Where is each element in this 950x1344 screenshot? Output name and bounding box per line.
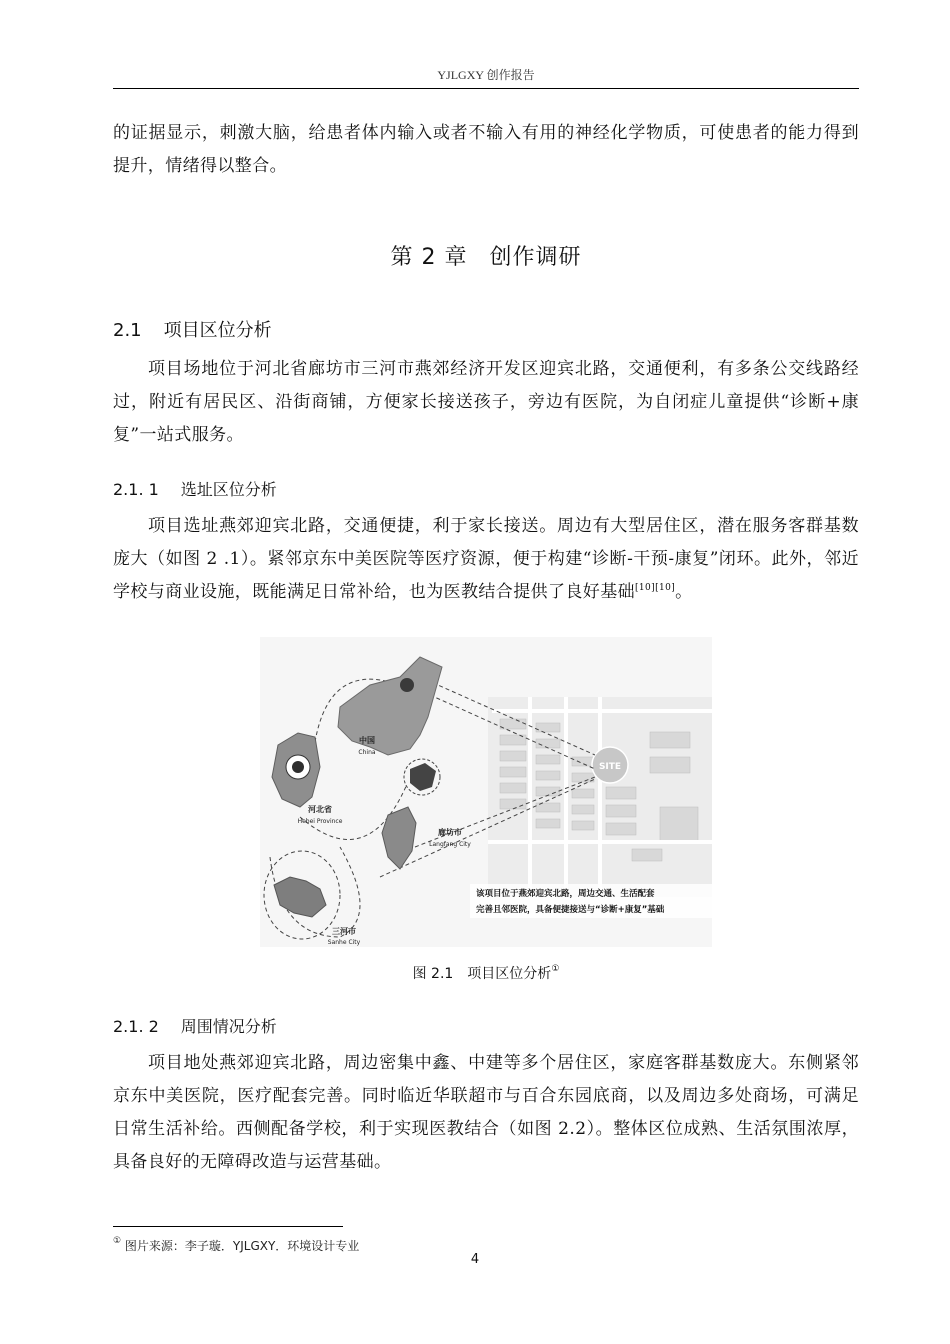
hebei-label-cn: 河北省 — [308, 805, 332, 814]
chapter-heading — [113, 240, 859, 271]
figure-caption-mark: ① — [551, 964, 560, 974]
figure-note-line2: 完善且邻医院，具备便捷接送与“诊断+康复”基础 — [476, 905, 665, 915]
section-2-1-paragraph: 项目场地位于河北省廊坊市三河市燕郊经济开发区迎宾北路，交通便利，有多条公交线路经过，附近有居民区、沿街商铺，方便家长接送孩子，旁边有医院，为自闭症儿童提供“诊断+康复”一站式服务。 — [113, 359, 859, 445]
china-label-en: China — [358, 749, 376, 756]
section-2-1-1-paragraph — [113, 510, 859, 609]
subsection-number: 2.1. 2 — [113, 1017, 159, 1036]
langfang-label-cn: 廊坊市 — [438, 828, 462, 837]
location-figure — [260, 637, 712, 947]
site-label: SITE — [598, 762, 622, 772]
section-number: 2.1 — [113, 320, 142, 341]
paragraph-text: 项目选址燕郊迎宾北路，交通便捷，利于家长接送。周边有大型居住区，潜在服务客群基数庞大（如图 2 .1）。紧邻京东中美医院等医疗资源，便于构建“诊断-干预-康复”闭环。此外，邻近学校与商业设施，既能满足日常补给，也为医教结合提供了良好基础 — [113, 516, 859, 602]
figure-caption — [113, 963, 859, 983]
location-map-illustration — [260, 637, 712, 947]
paragraph-end: 。 — [675, 582, 693, 602]
page-number: 4 — [470, 1252, 480, 1267]
section-2-1-2-paragraph: 项目地处燕郊迎宾北路，周边密集中鑫、中建等多个居住区，家庭客群基数庞大。东侧紧邻京东中美医院，医疗配套完善。同时临近华联超市与百合东园底商，以及周边多处商场，可满足日常生活补给。西侧配备学校，利于实现医教结合（如图 2.2）。整体区位成熟、生活氛围浓厚，具备良好的无障碍改造与运营基础。 — [113, 1053, 859, 1172]
sanhe-label-cn: 三河市 — [332, 927, 356, 936]
langfang-label-en: Langfang City — [429, 841, 471, 848]
running-header: YJLGXY 创作报告 — [437, 68, 535, 82]
footnote-text: 图片来源：李子璇．YJLGXY．环境设计专业 — [124, 1239, 360, 1253]
hebei-label-en: Hebei Province — [297, 818, 343, 825]
section-heading-2-1 — [113, 316, 272, 342]
sanhe-label-en: Sanhe City — [327, 939, 361, 946]
footnote-mark: ① — [113, 1236, 122, 1246]
site-plan-map — [488, 697, 712, 897]
section-heading-2-1-1 — [113, 477, 277, 500]
subsection-title: 选址区位分析 — [180, 480, 277, 499]
intro-paragraph: 的证据显示，刺激大脑，给患者体内输入或者不输入有用的神经化学物质，可使患者的能力得到提升，情绪得以整合。 — [113, 123, 859, 176]
china-label-cn: 中国 — [359, 736, 375, 745]
figure-caption-text: 图 2.1 项目区位分析 — [412, 966, 552, 982]
chapter-number: 第 2 章 — [390, 245, 468, 270]
subsection-title: 周围情况分析 — [180, 1017, 277, 1036]
figure-note-line1: 该项目位于燕郊迎宾北路，周边交通、生活配套 — [476, 889, 655, 899]
header-rule — [113, 88, 859, 89]
subsection-number: 2.1. 1 — [113, 480, 159, 499]
footnote-rule — [113, 1226, 343, 1227]
citation-ref: [10][10] — [635, 583, 676, 593]
section-title: 项目区位分析 — [163, 320, 272, 341]
chapter-title: 创作调研 — [489, 245, 582, 270]
section-heading-2-1-2 — [113, 1014, 277, 1037]
